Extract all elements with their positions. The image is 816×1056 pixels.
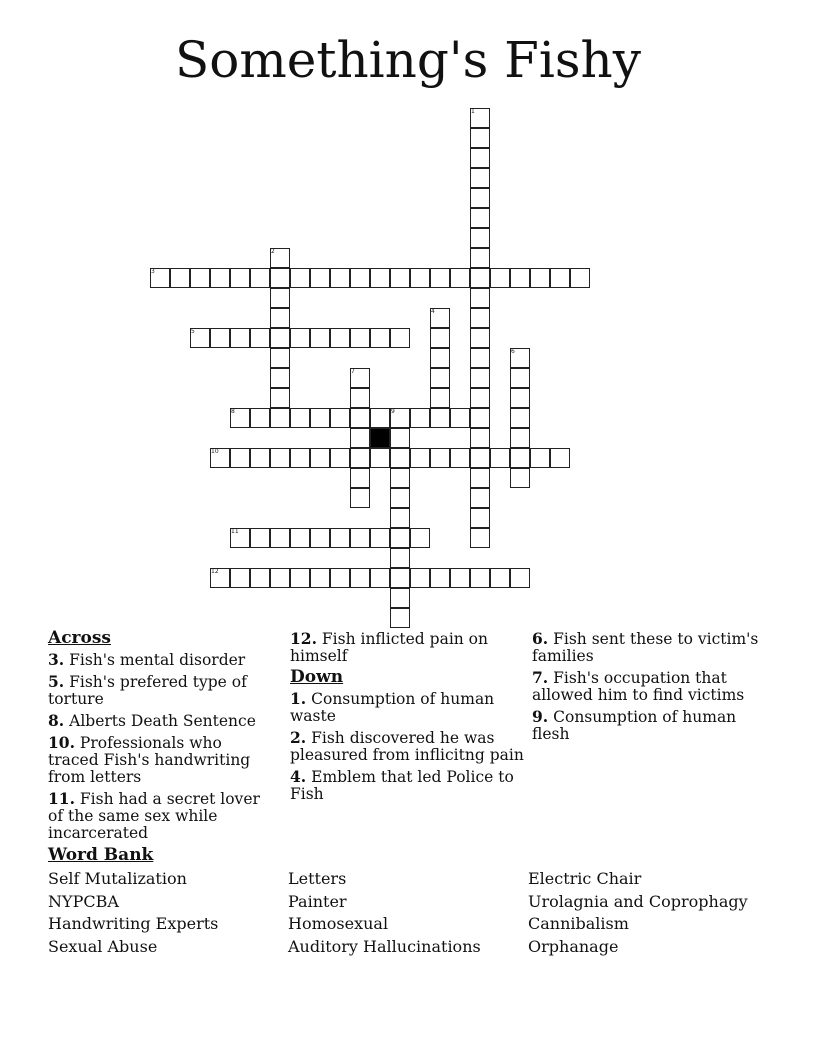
crossword-cell[interactable]: [350, 468, 370, 488]
crossword-cell[interactable]: [230, 448, 250, 468]
crossword-cell[interactable]: [350, 268, 370, 288]
crossword-cell[interactable]: [330, 408, 350, 428]
crossword-cell[interactable]: [390, 548, 410, 568]
crossword-cell[interactable]: [190, 268, 210, 288]
word-bank-item: Painter: [288, 891, 347, 911]
clue-down-2: 2. Fish discovered he was pleasured from inflicitng pain: [290, 728, 524, 764]
crossword-cell[interactable]: [270, 308, 290, 328]
word-bank-item: Homosexual: [288, 914, 389, 933]
crossword-cell[interactable]: [470, 408, 490, 428]
crossword-cell[interactable]: [270, 568, 290, 588]
crossword-cell[interactable]: [510, 368, 530, 388]
crossword-cell[interactable]: [370, 528, 390, 548]
clue-down-9: 9. Consumption of human flesh: [532, 707, 737, 743]
crossword-cell[interactable]: [410, 268, 430, 288]
cell-number: 11: [231, 528, 239, 535]
crossword-cell[interactable]: [470, 428, 490, 448]
crossword-cell[interactable]: [470, 228, 490, 248]
crossword-grid: [150, 108, 590, 628]
clue-down-4: 4. Emblem that led Police to Fish: [290, 767, 514, 803]
page-title: Something's Fishy: [175, 31, 641, 89]
word-bank-item: Cannibalism: [528, 914, 629, 933]
cell-number: 4: [431, 308, 435, 315]
word-bank-item: Self Mutalization: [48, 869, 187, 888]
crossword-cell[interactable]: [450, 408, 470, 428]
black-square: [370, 428, 390, 448]
clue-across-12: 12. Fish inflicted pain on himself: [290, 629, 488, 665]
crossword-cell[interactable]: [210, 328, 230, 348]
crossword-cell[interactable]: [390, 428, 410, 448]
crossword-cell[interactable]: [390, 528, 410, 548]
crossword-cell[interactable]: [390, 508, 410, 528]
crossword-cell[interactable]: [390, 328, 410, 348]
across-heading: Across: [48, 628, 111, 648]
crossword-cell[interactable]: [350, 488, 370, 508]
crossword-cell[interactable]: [290, 268, 310, 288]
cell-number: 6: [511, 348, 515, 355]
word-bank-column-2: [288, 868, 481, 958]
crossword-cell[interactable]: [470, 268, 490, 288]
clue-across-8: 8. Alberts Death Sentence: [48, 711, 256, 730]
crossword-cell[interactable]: [490, 268, 510, 288]
crossword-cell[interactable]: [410, 528, 430, 548]
crossword-cell[interactable]: [450, 448, 470, 468]
crossword-cell[interactable]: [350, 528, 370, 548]
crossword-cell[interactable]: [390, 608, 410, 628]
crossword-cell[interactable]: [370, 268, 390, 288]
crossword-cell[interactable]: [510, 428, 530, 448]
crossword-cell[interactable]: [570, 268, 590, 288]
crossword-cell[interactable]: [330, 528, 350, 548]
crossword-cell[interactable]: [470, 348, 490, 368]
crossword-cell[interactable]: [290, 528, 310, 548]
crossword-cell[interactable]: [470, 468, 490, 488]
crossword-cell[interactable]: [470, 208, 490, 228]
crossword-cell[interactable]: [410, 448, 430, 468]
crossword-cell[interactable]: [470, 168, 490, 188]
crossword-cell[interactable]: [270, 448, 290, 468]
crossword-cell[interactable]: [430, 368, 450, 388]
crossword-cell[interactable]: [250, 328, 270, 348]
cell-number: 9: [391, 408, 395, 415]
cell-number: 1: [471, 108, 475, 115]
crossword-cell[interactable]: [370, 448, 390, 468]
crossword-cell[interactable]: [470, 448, 490, 468]
crossword-cell[interactable]: [250, 448, 270, 468]
crossword-cell[interactable]: [350, 448, 370, 468]
crossword-cell[interactable]: [310, 328, 330, 348]
crossword-cell[interactable]: [510, 408, 530, 428]
crossword-cell[interactable]: [330, 568, 350, 588]
crossword-cell[interactable]: [470, 488, 490, 508]
word-bank-item: Electric Chair: [528, 869, 642, 888]
crossword-cell[interactable]: [550, 448, 570, 468]
crossword-cell[interactable]: [250, 568, 270, 588]
crossword-cell[interactable]: [430, 448, 450, 468]
word-bank-heading: Word Bank: [48, 845, 154, 865]
crossword-cell[interactable]: [470, 368, 490, 388]
crossword-cell[interactable]: [450, 268, 470, 288]
crossword-cell[interactable]: [250, 528, 270, 548]
crossword-cell[interactable]: [210, 268, 230, 288]
word-bank-item: Letters: [288, 869, 347, 888]
word-bank-item: Orphanage: [528, 936, 619, 956]
crossword-cell[interactable]: [390, 488, 410, 508]
crossword-cell[interactable]: [450, 568, 470, 588]
crossword-cell[interactable]: [470, 508, 490, 528]
word-bank-column-1: [48, 868, 218, 958]
down-heading: Down: [290, 667, 344, 687]
cell-number: 12: [211, 568, 219, 575]
clue-down-1: 1. Consumption of human waste: [290, 689, 495, 725]
word-bank-item: Auditory Hallucinations: [288, 936, 481, 956]
clue-across-11: 11. Fish had a secret lover of the same sex while incarcerated: [48, 789, 260, 842]
crossword-cell[interactable]: [430, 568, 450, 588]
crossword-cell[interactable]: [470, 188, 490, 208]
crossword-cell[interactable]: [470, 128, 490, 148]
crossword-cell[interactable]: [310, 448, 330, 468]
crossword-cell[interactable]: [550, 268, 570, 288]
crossword-cell[interactable]: [470, 568, 490, 588]
crossword-cell[interactable]: [510, 468, 530, 488]
crossword-cell[interactable]: [250, 268, 270, 288]
crossword-cell[interactable]: [310, 528, 330, 548]
crossword-cell[interactable]: [310, 568, 330, 588]
crossword-cell[interactable]: [270, 528, 290, 548]
crossword-cell[interactable]: [470, 388, 490, 408]
crossword-cell[interactable]: [270, 388, 290, 408]
word-bank-item: Handwriting Experts: [48, 914, 219, 933]
clue-across-10: 10. Professionals who traced Fish's handwriting from letters: [48, 733, 251, 786]
crossword-cell[interactable]: [350, 328, 370, 348]
cell-number: 3: [151, 268, 155, 275]
crossword-cell[interactable]: [310, 408, 330, 428]
crossword-cell[interactable]: [170, 268, 190, 288]
crossword-cell[interactable]: [410, 568, 430, 588]
crossword-cell[interactable]: [370, 568, 390, 588]
crossword-cell[interactable]: [470, 328, 490, 348]
clue-down-6: 6. Fish sent these to victim's families: [532, 629, 759, 665]
crossword-cell[interactable]: [270, 268, 290, 288]
word-bank-column-3: [528, 868, 748, 958]
crossword-cell[interactable]: [470, 528, 490, 548]
crossword-cell[interactable]: [390, 588, 410, 608]
crossword-cell[interactable]: [270, 408, 290, 428]
crossword-cell[interactable]: [350, 388, 370, 408]
crossword-cell[interactable]: [470, 148, 490, 168]
cell-number: 8: [231, 408, 235, 415]
crossword-cell[interactable]: [470, 248, 490, 268]
clue-across-5: 5. Fish's prefered type of torture: [48, 672, 247, 708]
cell-number: 5: [191, 328, 195, 335]
clues-column-2: [290, 630, 525, 807]
clue-across-3: 3. Fish's mental disorder: [48, 650, 246, 669]
crossword-cell[interactable]: [370, 328, 390, 348]
crossword-cell[interactable]: [270, 348, 290, 368]
crossword-cell[interactable]: [230, 268, 250, 288]
word-bank-item: Urolagnia and Coprophagy: [528, 891, 748, 911]
crossword-cell[interactable]: [430, 408, 450, 428]
crossword-cell[interactable]: [290, 328, 310, 348]
crossword-cell[interactable]: [270, 368, 290, 388]
crossword-cell[interactable]: [530, 448, 550, 468]
crossword-cell[interactable]: [390, 268, 410, 288]
crossword-cell[interactable]: [230, 328, 250, 348]
crossword-cell[interactable]: [230, 568, 250, 588]
crossword-cell[interactable]: [290, 448, 310, 468]
crossword-cell[interactable]: [270, 328, 290, 348]
clue-down-7: 7. Fish's occupation that allowed him to find victims: [532, 668, 745, 704]
cell-number: 7: [351, 368, 355, 375]
crossword-cell[interactable]: [510, 568, 530, 588]
word-bank-item: Sexual Abuse: [48, 936, 158, 956]
crossword-cell[interactable]: [290, 568, 310, 588]
crossword-cell[interactable]: [350, 568, 370, 588]
clues-column-1: [48, 630, 273, 846]
crossword-cell[interactable]: [370, 408, 390, 428]
cell-number: 2: [271, 248, 275, 255]
crossword-cell[interactable]: [270, 288, 290, 308]
cell-number: 10: [211, 448, 219, 455]
crossword-cell[interactable]: [470, 288, 490, 308]
crossword-cell[interactable]: [530, 268, 550, 288]
crossword-cell[interactable]: [430, 388, 450, 408]
crossword-cell[interactable]: [510, 268, 530, 288]
crossword-cell[interactable]: [290, 408, 310, 428]
crossword-cell[interactable]: [330, 448, 350, 468]
crossword-cell[interactable]: [430, 268, 450, 288]
crossword-cell[interactable]: [350, 428, 370, 448]
crossword-cell[interactable]: [350, 408, 370, 428]
crossword-cell[interactable]: [410, 408, 430, 428]
crossword-cell[interactable]: [310, 268, 330, 288]
crossword-cell[interactable]: [470, 308, 490, 328]
crossword-cell[interactable]: [250, 408, 270, 428]
crossword-cell[interactable]: [510, 388, 530, 408]
crossword-cell[interactable]: [390, 568, 410, 588]
clues-column-3: [532, 630, 762, 747]
word-bank-item: NYPCBA: [48, 891, 119, 911]
crossword-cell[interactable]: [510, 448, 530, 468]
crossword-cell[interactable]: [490, 568, 510, 588]
crossword-cell[interactable]: [430, 328, 450, 348]
crossword-cell[interactable]: [390, 468, 410, 488]
crossword-cell[interactable]: [390, 448, 410, 468]
crossword-cell[interactable]: [330, 268, 350, 288]
crossword-cell[interactable]: [330, 328, 350, 348]
crossword-cell[interactable]: [430, 348, 450, 368]
crossword-cell[interactable]: [490, 448, 510, 468]
